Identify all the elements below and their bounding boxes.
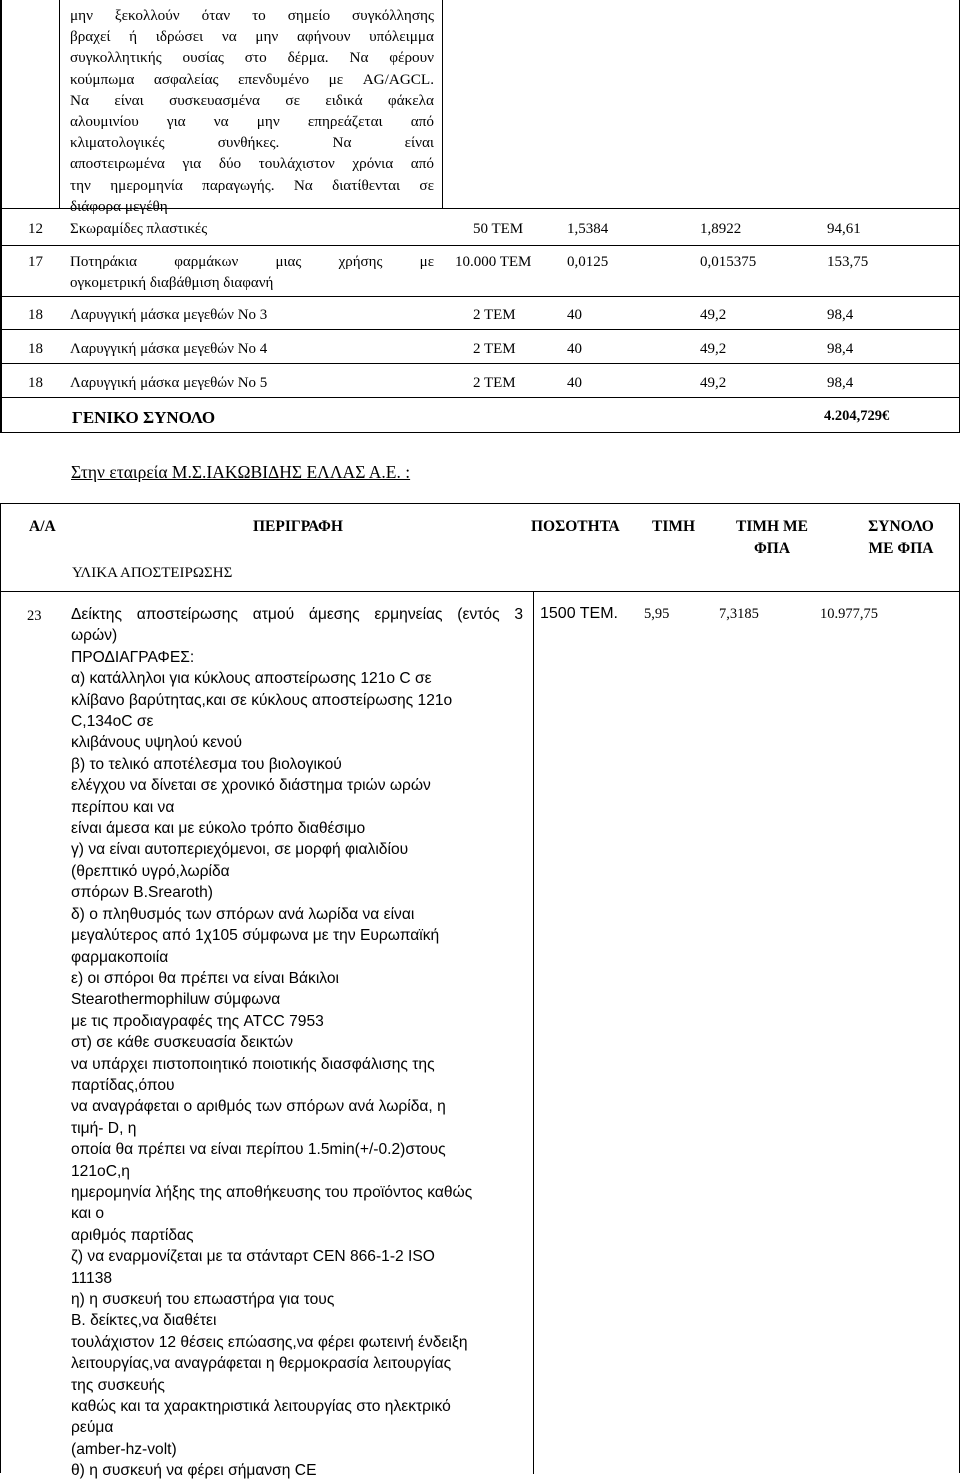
row-number: 18 [28, 375, 43, 391]
description-line: καθώς και τα χαρακτηριστικά λειτουργίας στο ηλεκτρικό [71, 1398, 451, 1416]
item-total: 10.977,75 [820, 606, 878, 622]
item-number: 23 [27, 608, 42, 624]
description-line: Stearothermophiluw σύμφωνα [71, 991, 281, 1009]
row-total: 153,75 [827, 254, 869, 270]
top-price-table [0, 0, 960, 433]
description-line: παρτίδας,όπου [71, 1076, 175, 1094]
description-line: της συσκευής [71, 1376, 165, 1394]
section-label: ΥΛΙΚΑ ΑΠΟΣΤΕΙΡΩΣΗΣ [72, 565, 233, 581]
row-price-vat: 0,015375 [700, 254, 757, 270]
column-divider [1, 0, 2, 433]
row-divider [1, 208, 959, 209]
description-line: β) το τελικό αποτέλεσμα του βιολογικού [71, 755, 342, 773]
description-line: κλιβάνους υψηλού κενού [71, 734, 243, 752]
description-line: αποστειρωμένα για δύο τουλάχιστον χρόνια από [70, 155, 434, 173]
header-divider [1, 591, 959, 592]
row-description: ογκομετρική διαβάθμιση διαφανή [70, 275, 274, 291]
row-divider [1, 397, 959, 398]
description-line: 121oC,η [71, 1162, 130, 1180]
description-line: Β. δείκτες,να διαθέτει [71, 1312, 217, 1330]
row-number: 18 [28, 341, 43, 357]
description-line: Δείκτης αποστείρωσης ατμού άμεσης ερμηνείας (εντός 3 [71, 606, 523, 623]
row-description: Λαρυγγική μάσκα μεγεθών Νο 5 [70, 375, 268, 391]
description-line: συγκολλητικής ουσίας στο δέρμα. Να φέρουν [70, 49, 434, 67]
header-quantity: ΠΟΣΟΤΗΤΑ [531, 518, 620, 535]
description-line: μεγαλύτερος από 1χ105 σύμφωνα με την Ευρωπαϊκή [71, 927, 440, 945]
description-line: να υπάρχει πιστοποιητικό ποιοτικής διασφάλισης της [71, 1055, 435, 1073]
header-price-vat-line2: ΦΠΑ [753, 540, 791, 557]
row-description: Λαρυγγική μάσκα μεγεθών Νο 3 [70, 307, 268, 323]
item-description [71, 604, 526, 1482]
description-line: κλίβανο βαρύτητας,και σε κύκλους αποστείρωσης 121ο [71, 691, 453, 709]
row-quantity: 2 ΤΕΜ [473, 341, 516, 357]
description-line: τουλάχιστον 12 θέσεις επώασης,να φέρει φωτεινή ένδειξη [71, 1333, 468, 1351]
description-line: ωρών) [71, 627, 118, 645]
row-total: 98,4 [827, 307, 854, 323]
row-divider [1, 245, 959, 246]
description-line: (amber-hz-volt) [71, 1440, 177, 1458]
description-line: α) κατάλληλοι για κύκλους αποστείρωσης 121ο C σε [71, 670, 432, 688]
continued-description [70, 5, 434, 217]
description-line: την ημερομηνία παραγωγής. Να διατίθενται σε [70, 176, 434, 194]
row-quantity: 50 ΤΕΜ [473, 221, 524, 237]
header-price-vat-line1: ΤΙΜΗ ΜΕ [736, 518, 808, 535]
row-quantity: 2 ΤΕΜ [473, 375, 516, 391]
header-total-line2: ΜΕ ΦΠΑ [868, 540, 934, 557]
row-price-vat: 49,2 [700, 375, 727, 391]
company-heading: Στην εταιρεία Μ.Σ.ΙΑΚΩΒΙΔΗΣ ΕΛΛΑΣ Α.Ε. : [71, 462, 411, 482]
description-line: δ) ο πληθυσμός των σπόρων ανά λωρίδα να είναι [71, 905, 415, 923]
description-line: η) η συσκευή του επωαστήρα για τους [71, 1291, 335, 1308]
description-line: σπόρων B.Srearoth) [71, 884, 213, 902]
header-description: ΠΕΡΙΓΡΑΦΗ [253, 518, 343, 535]
description-line: ΠΡΟΔΙΑΓΡΑΦΕΣ: [71, 648, 195, 666]
row-number: 18 [28, 307, 43, 323]
description-line: μην ξεκολλούν όταν το σημείο συγκόλλησης [70, 7, 434, 24]
row-divider [1, 363, 959, 364]
row-divider [1, 329, 959, 330]
description-line: με τις προδιαγραφές της ATCC 7953 [71, 1012, 324, 1030]
description-line: φαρμακοποιία [71, 948, 169, 966]
description-line: τιμή- D, η [71, 1119, 137, 1137]
header-aa: Α/Α [29, 518, 56, 535]
sterilization-table [0, 503, 960, 1480]
row-number: 17 [28, 254, 43, 270]
row-price: 40 [567, 375, 582, 391]
row-price: 1,5384 [567, 221, 609, 237]
description-line: αλουμινίου για να μην επηρεάζεται από [70, 113, 434, 131]
row-number: 12 [28, 221, 43, 237]
description-line: διάφορα μεγέθη [70, 197, 168, 215]
description-line: οποία θα πρέπει να είναι περίπου 1.5min(+/-0.2)στους [71, 1141, 446, 1159]
header-price-vat [729, 516, 815, 560]
description-line: γ) να είναι αυτοπεριεχόμενοι, σε μορφή φιαλιδίου [71, 841, 409, 859]
header-price: ΤΙΜΗ [652, 518, 696, 535]
row-price: 0,0125 [567, 254, 609, 270]
column-divider [442, 0, 443, 208]
description-line: ημερομηνία λήξης της αποθήκευσης του προϊόντος καθώς [71, 1183, 473, 1201]
column-divider [59, 0, 60, 208]
description-line: Να είναι συσκευασμένα σε ειδικά φάκελα [70, 91, 434, 109]
row-description: Λαρυγγική μάσκα μεγεθών Νο 4 [70, 341, 268, 357]
description-line: βραχεί ή ιδρώσει να μην αφήνουν υπόλειμμα [70, 28, 434, 46]
description-line: στ) σε κάθε συσκευασία δεικτών [71, 1034, 294, 1052]
grand-total-label: ΓΕΝΙΚΟ ΣΥΝΟΛΟ [72, 408, 216, 427]
description-line: 11138 [71, 1269, 113, 1287]
description-line: περίπου και να [71, 798, 175, 816]
description-line: ρεύμα [71, 1419, 114, 1437]
row-quantity: 10.000 ΤΕΜ [455, 254, 532, 270]
description-line: (θρεπτικό υγρό,λωρίδα [71, 862, 230, 880]
row-price: 40 [567, 307, 582, 323]
row-price-vat: 49,2 [700, 341, 727, 357]
row-price-vat: 1,8922 [700, 221, 742, 237]
item-price: 5,95 [644, 606, 670, 622]
header-total-line1: ΣΥΝΟΛΟ [868, 518, 934, 535]
row-description: Ποτηράκια φαρμάκων μιας χρήσης με [70, 254, 434, 270]
description-line: ελέγχου να δίνεται σε χρονικό διάστημα τριών ωρών [71, 777, 431, 795]
description-line: κούμπωμα ασφαλείας επενδυμένο με AG/AGCL. [70, 70, 434, 88]
item-quantity: 1500 ΤΕΜ. [540, 605, 618, 622]
description-line: είναι άμεσα και με εύκολο τρόπο διαθέσιμο [71, 820, 366, 838]
row-price-vat: 49,2 [700, 307, 727, 323]
row-description: Σκωραμίδες πλαστικές [70, 221, 208, 237]
description-line: κλιματολογικές συνθήκες. Να είναι [70, 134, 434, 152]
header-total [856, 516, 946, 560]
grand-total-value: 4.204,729€ [824, 408, 890, 424]
description-line: ε) οι σπόροι θα πρέπει να είναι Βάκιλοι [71, 969, 339, 987]
row-total: 98,4 [827, 375, 854, 391]
description-line: αριθμός παρτίδας [71, 1226, 194, 1244]
row-total: 98,4 [827, 341, 854, 357]
row-total: 94,61 [827, 221, 861, 237]
description-line: να αναγράφεται ο αριθμός των σπόρων ανά λωρίδα, η [71, 1098, 446, 1116]
row-divider [1, 296, 959, 297]
item-price-vat: 7,3185 [719, 606, 759, 622]
description-line: και ο [71, 1205, 105, 1223]
description-line: ζ) να εναρμονίζεται με τα στάνταρτ CEN 866-1-2 ISO [71, 1248, 435, 1266]
column-divider [533, 591, 534, 1474]
description-line: C,134oC σε [71, 713, 154, 731]
description-line: θ) η συσκευή να φέρει σήμανση CE [71, 1462, 317, 1480]
description-line: λειτουργίας,να αναγράφεται η θερμοκρασία λειτουργίας [71, 1355, 452, 1373]
row-quantity: 2 ΤΕΜ [473, 307, 516, 323]
row-price: 40 [567, 341, 582, 357]
